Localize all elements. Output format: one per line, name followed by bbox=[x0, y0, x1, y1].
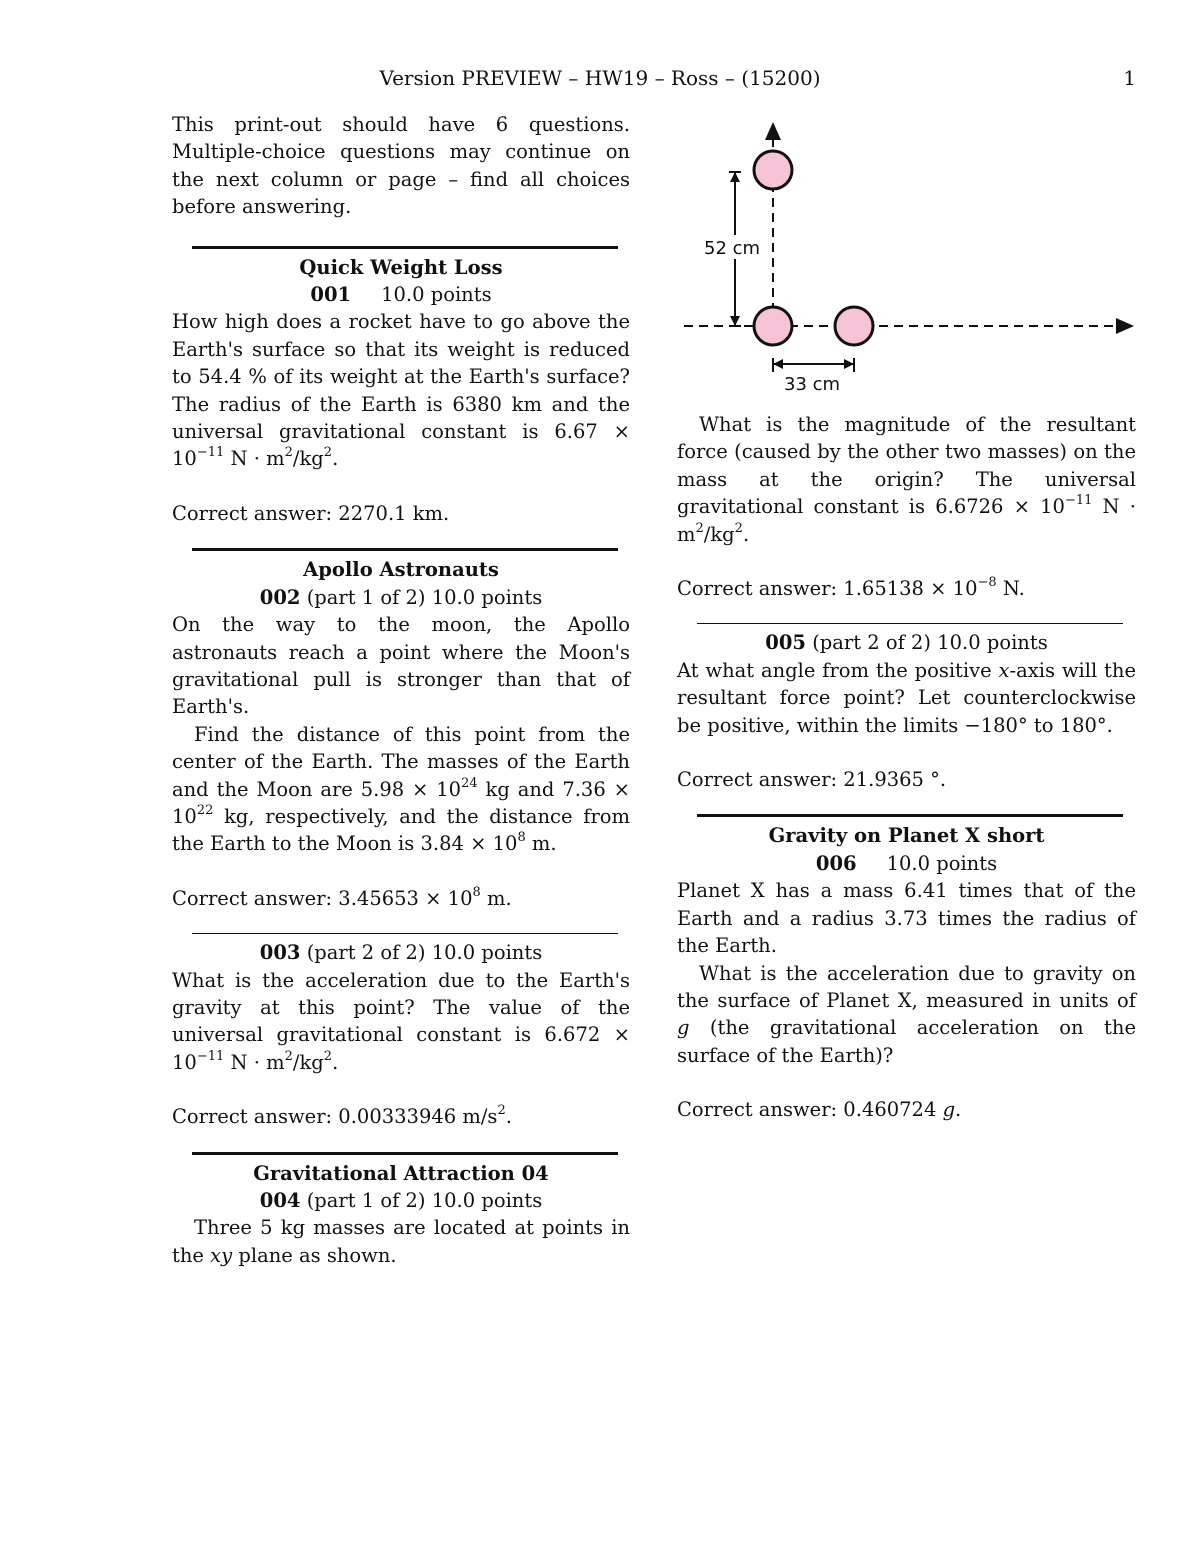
q2-points: (part 1 of 2) 10.0 points bbox=[306, 585, 543, 609]
q6-points: 10.0 points bbox=[886, 851, 998, 875]
mass-right bbox=[835, 307, 873, 345]
header-title: Version PREVIEW – HW19 – Ross – (15200) bbox=[379, 66, 821, 90]
right-column bbox=[677, 411, 1136, 1124]
left-column bbox=[172, 111, 630, 1269]
mass-origin bbox=[754, 307, 792, 345]
q2-number: 002 bbox=[259, 585, 301, 609]
q3-meta bbox=[172, 939, 630, 966]
q3-text: What is the acceleration due to the Earth's gravity at this point? The value of the universal gravitational constant is $6.672 \times 10^{-11}$ $N \cdot m^2/kg^2$. bbox=[172, 968, 630, 1074]
q6-answer: Correct answer: 0.460724 g. bbox=[677, 1098, 962, 1122]
q6-title: Gravity on Planet X short bbox=[768, 824, 1045, 848]
q4-answer: Correct answer: $1.65138 \times 10^{-8}$ N. bbox=[677, 575, 1025, 601]
q5-text: At what angle from the positive x-axis will the resultant force point? Let counterclockwise be positive, within the limits −180° to 180°. bbox=[677, 658, 1136, 737]
intro-text: This print-out should have 6 questions. Multiple-choice questions may continue on the next column or page – find all choices before answering. bbox=[172, 113, 630, 219]
q5-points: (part 2 of 2) 10.0 points bbox=[812, 631, 1048, 655]
q2-answer: Correct answer: $3.45653 \times 10^8$ m. bbox=[172, 884, 512, 910]
vertical-dimension-arrow-bottom bbox=[730, 316, 740, 326]
q1-meta bbox=[172, 281, 630, 308]
q5-answer: Correct answer: 21.9365 °. bbox=[677, 768, 947, 792]
q2-meta bbox=[172, 584, 630, 611]
part-rule bbox=[192, 933, 618, 934]
q6-para1: Planet X has a mass 6.41 times that of the Earth and a radius 3.73 times the radius of the Earth. bbox=[677, 879, 1136, 958]
q6-number: 006 bbox=[815, 851, 857, 875]
q5-meta bbox=[677, 629, 1136, 656]
section-rule bbox=[192, 246, 618, 249]
q4-question: What is the magnitude of the resultant force (caused by the other two masses) on the mass at the origin? The universal gravitational constant is $6.6726 \times 10^{-11}$ $N \cdot m^2/kg^2$. bbox=[677, 413, 1136, 546]
vertical-distance-label: 52 cm bbox=[704, 238, 761, 259]
q2-para2: Find the distance of this point from the center of the Earth. The masses of the Earth and the Moon are $5.98 \times 10^{24}$ kg and $7.36 \times 10^{22}$ kg, respectively, and the distance from the Earth to the Moon is $3.84 \times 10^8$ m. bbox=[172, 722, 630, 856]
horizontal-dimension-arrow-left bbox=[773, 359, 783, 369]
horizontal-dimension-arrow-right bbox=[844, 359, 854, 369]
q3-answer: Correct answer: 0.00333946 $m/s^2$. bbox=[172, 1103, 512, 1129]
q4-text: Three 5 kg masses are located at points in the xy plane as shown. bbox=[172, 1216, 630, 1267]
q2-para1: On the way to the moon, the Apollo astronauts reach a point where the Moon's gravitational pull is stronger than that of Earth's. bbox=[172, 613, 630, 719]
q1-text: How high does a rocket have to go above the Earth's surface so that its weight is reduced to 54.4 % of its weight at the Earth's surface? The radius of the Earth is 6380 km and the universal gravitational constant is $6.67 \times 10^{-11}$ $N \cdot m^2/kg^2$. bbox=[172, 310, 630, 471]
part-rule bbox=[697, 623, 1123, 624]
q1-points: 10.0 points bbox=[381, 283, 492, 307]
q5-number: 005 bbox=[765, 631, 806, 655]
horizontal-distance-label: 33 cm bbox=[784, 374, 841, 395]
q1-number: 001 bbox=[310, 283, 352, 307]
q1-title: Quick Weight Loss bbox=[299, 255, 503, 279]
q4-title: Gravitational Attraction 04 bbox=[253, 1161, 549, 1185]
q6-para2: What is the acceleration due to gravity on the surface of Planet X, measured in units of g (the gravitational acceleration on the surface of the Earth)? bbox=[677, 961, 1136, 1067]
section-rule bbox=[192, 548, 618, 551]
masses-diagram bbox=[676, 112, 1146, 402]
q3-points: (part 2 of 2) 10.0 points bbox=[306, 941, 543, 965]
page-number: 1 bbox=[1123, 66, 1136, 90]
q4-points: (part 1 of 2) 10.0 points bbox=[306, 1189, 543, 1212]
q6-meta bbox=[677, 850, 1136, 877]
section-rule bbox=[192, 1152, 618, 1155]
q4-number: 004 bbox=[259, 1189, 301, 1212]
q2-title: Apollo Astronauts bbox=[303, 558, 499, 582]
section-rule bbox=[697, 814, 1123, 817]
q4-meta bbox=[172, 1187, 630, 1214]
page-header bbox=[0, 66, 1200, 94]
q1-answer: Correct answer: 2270.1 km. bbox=[172, 501, 450, 525]
mass-top bbox=[754, 151, 792, 189]
vertical-dimension-arrow-top bbox=[730, 172, 740, 182]
q3-number: 003 bbox=[259, 941, 301, 965]
